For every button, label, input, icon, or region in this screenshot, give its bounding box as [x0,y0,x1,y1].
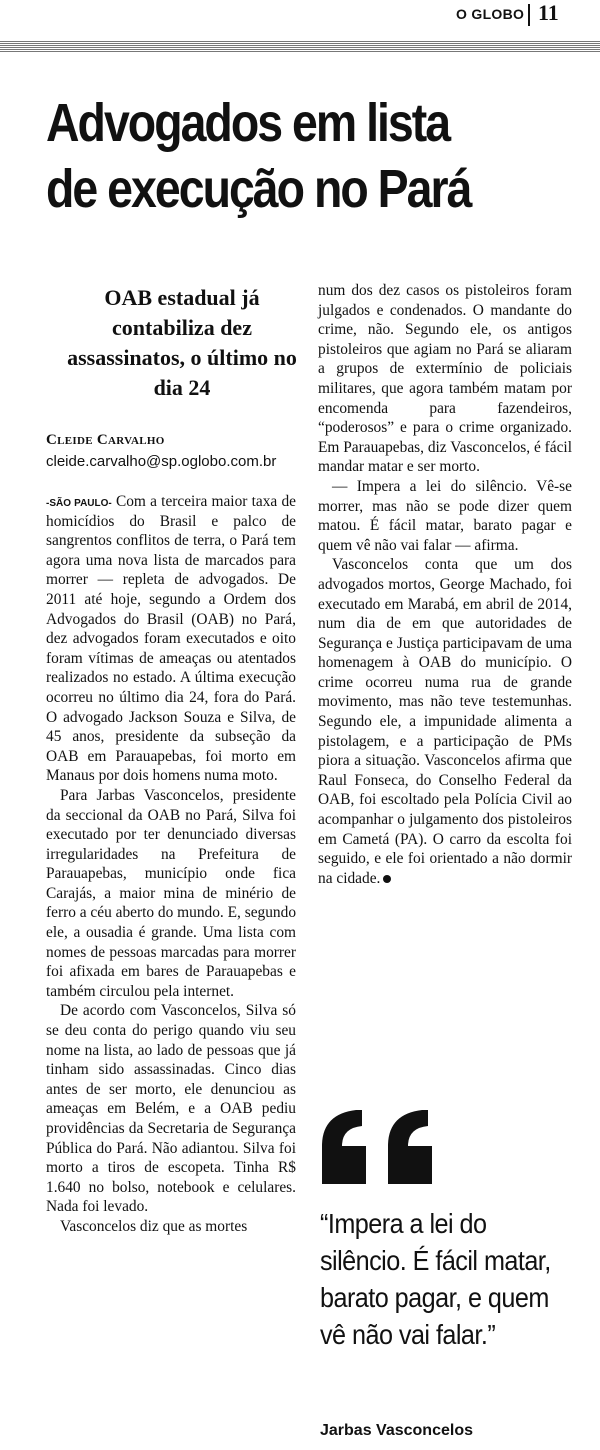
publication-name: O GLOBO [456,6,525,22]
header-rule [0,41,600,52]
end-of-article-icon [383,875,391,883]
dateline: -SÃO PAULO- [46,498,112,509]
headline [46,90,510,222]
author-email: cleide.carvalho@sp.oglobo.com.br [46,453,277,470]
page-number: 11 [538,0,559,25]
article-paragraph: num dos dez casos os pistoleiros foram julgados e condenados. O mandante do crime, não. Segundo ele, os antigos pistoleiros que agiam no Pará se aliaram a grupos de extermínio de policiais militares, que agora também matam por encomenda para fazendeiros, “poderosos” e para o crime organizado. Em Parauapebas, diz Vasconcelos, é fácil mandar matar e ser morto. [318,282,572,476]
page-header [0,0,600,40]
article-paragraph: Vasconcelos diz que as mortes [60,1217,248,1235]
headline-line-2: de execução no Pará [46,159,471,219]
article-paragraph: Vasconcelos conta que um dos advogados mortos, George Machado, foi executado em Marabá, em abril de 2014, num dia de em que autoridades de Segurança e Justiça participavam de uma homenagem à OAB do município. O crime ocorreu numa rua de grande movimento, mas não teve testemunhas. Segundo ele, a impunidade alimenta a pistolagem, e a participação de PMs piora a situação. Vasconcelos afirma que Raul Fonseca, do Conselho Federal da OAB, foi escoltado pela Polícia Civil ao acompanhar o julgamento dos pistoleiros em Cametá (PA). O carro da escolta foi seguido, e ele foi orientado a não dormir na cidade. [318,556,572,887]
author-byline: Cleide Carvalho [46,432,165,448]
article-paragraph: -SÃO PAULO- Com a terceira maior taxa de homicídios do Brasil e palco de sangrentos conflitos de terra, o Pará tem agora uma nova lista de marcados para morrer — repleta de advogados. De 2011 até hoje, segundo a Ordem dos Advogados do Brasil (OAB) no Pará, dez advogados foram executados e oito foram vítimas de ameaças ou atentados realizados no estado. A última execução ocorreu no último dia 24, fora do Pará. O advogado Jackson Souza e Silva, de 45 anos, presidente da subseção da OAB em Parauapebas, foi morto em Manaus por dois homens numa moto. [46,493,296,785]
pullquote-attribution: Jarbas Vasconcelos [320,1422,473,1439]
article-column-right [318,281,572,888]
headline-line-1: Advogados em lista [46,93,450,153]
pullquote-text: “Impera a lei do silêncio. É fácil matar, barato pagar, e quem vê não vai falar.” [320,1208,551,1350]
article-paragraph: Para Jarbas Vasconcelos, presidente da seccional da OAB no Pará, Silva foi executado por ter denunciado diversas irregularidades na Prefeitura de Parauapebas, município onde fica Carajás, a maior mina de minério de ferro a céu aberto do mundo. E, segundo ele, a ousadia é grande. Uma lista com nomes de pessoas marcadas para morrer foi afixada em bares de Parauapebas e também circulou pela internet. [46,786,297,1000]
open-quote-icon [318,1108,448,1188]
article-column-left [46,492,296,1237]
article-paragraph: De acordo com Vasconcelos, Silva só se deu conta do perigo quando viu seu nome na lista, ao lado de pessoas que já tinham sido assassinadas. Cinco dias antes de ser morto, ele denunciou as ameaças em Belém, e a OAB pediu providências da Secretaria de Segurança Pública do Pará. Não adiantou. Silva foi morto a tiros de escopeta. Tinha R$ 1.640 no bolso, notebook e celulares. Nada foi levado. [46,1002,296,1216]
article-paragraph: — Impera a lei do silêncio. Vê-se morrer, mas não se pode dizer quem matou. É fácil matar, barato pagar e quem vê não vai falar — afirma. [318,477,572,554]
header-divider [528,4,530,26]
subheadline: OAB estadual já contabiliza dez assassinatos, o último no dia 24 [67,285,297,400]
